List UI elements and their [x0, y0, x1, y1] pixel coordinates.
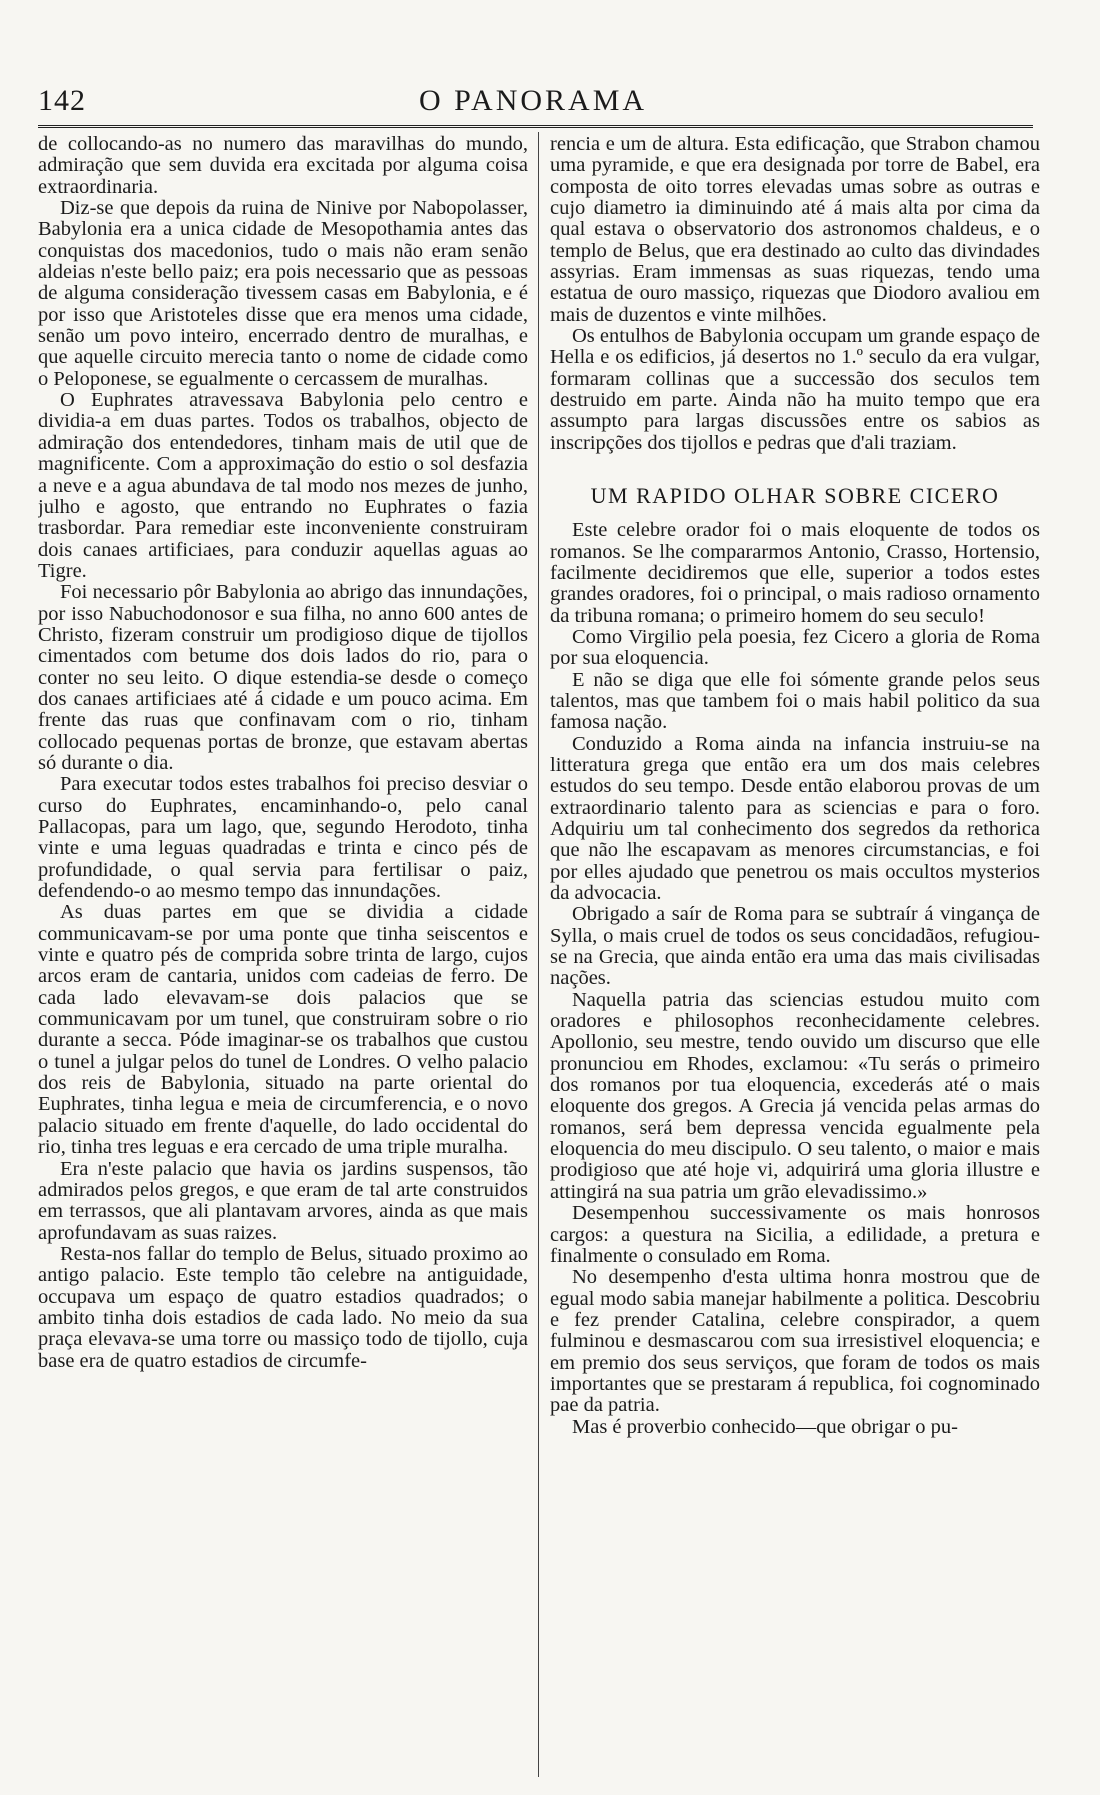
paragraph: O Euphrates atravessava Babylonia pelo centro e dividia-a em duas partes. Todos os trabalhos, objecto de admiração dos entendedores, tinham mais de util que de magnificente. Com a approximação do estio o sol desfazia a neve e a agua abundava de tal modo nos mezes de junho, julho e agosto, que entrando no Euphrates o fazia trasbordar. Para remediar este inconveniente construiram dois canaes artificiaes, para conduzir aquellas aguas ao Tigre. — [38, 389, 528, 582]
paragraph: Conduzido a Roma ainda na infancia instruiu-se na litteratura grega que então era um dos mais celebres estudos do seu tempo. Desde então elaborou provas de um extraordinario talento para as sciencias e para o foro. Adquiriu um tal conhecimento dos segredos da rethorica que não lhe escapavam as menores circumstancias, e foi por elles ajudado que penetrou os mais occultos mysterios da advocacia. — [550, 732, 1040, 904]
right-column — [550, 134, 1040, 1774]
paragraph: E não se diga que elle foi sómente grande pelos seus talentos, mas que tambem foi o mais habil politico da sua famosa nação. — [550, 668, 1040, 734]
paragraph: Como Virgilio pela poesia, fez Cicero a gloria de Roma por sua eloquencia. — [550, 625, 1040, 670]
paragraph: No desempenho d'esta ultima honra mostrou que de egual modo sabia manejar habilmente a politica. Descobriu e fez prender Catalina, celebre conspirador, a quem fulminou e desmascarou com sua irresistivel eloquencia; e em premio dos seus serviços, que foram de todos os mais importantes que se prestaram á republica, foi cognominado pae da patria. — [550, 1266, 1040, 1417]
paragraph: Obrigado a saír de Roma para se subtraír á vingança de Sylla, o mais cruel de todos os seus concidadãos, refugiou-se na Grecia, que ainda então era uma das mais civilisadas nações. — [550, 903, 1040, 990]
paragraph: Mas é proverbio conhecido—que obrigar o pu- — [572, 1415, 958, 1438]
paragraph: Diz-se que depois da ruina de Ninive por Nabopolasser, Babylonia era a unica cidade de Mesopothamia antes das conquistas dos macedonios, tudo o mais não eram senão aldeias n'este bello paiz; era pois necessario que as pessoas de alguma consideração tivessem casas em Babylonia, e é por isso que Aristoteles disse que era menos uma cidade, senão um povo inteiro, encerrado dentro de muralhas, e que aquelle circuito merecia tanto o nome de cidade como o Peloponese, se egualmente o cercassem de muralhas. — [38, 197, 528, 390]
paragraph: Era n'este palacio que havia os jardins suspensos, tão admirados pelos gregos, e que eram de tal arte construidos em terrassos, que ali plantavam arvores, ainda as que mais aprofundavam as suas raizes. — [38, 1157, 528, 1244]
paragraph: Naquella patria das sciencias estudou muito com oradores e philosophos reconhecidamente celebres. Apollonio, seu mestre, tendo ouvido um discurso que elle pronunciou em Rhodes, exclamou: «Tu serás o primeiro dos romanos por tua eloquencia, excederás até o mais eloquente dos gregos. A Grecia já vencida pelas armas do romanos, será bem depressa vencida egualmente pela eloquencia do meu discipulo. O seu talento, o maior e mais prodigioso que até hoje vi, adquirirá uma gloria illustre e attingirá na sua patria um grão elevadissimo.» — [550, 988, 1040, 1203]
page-header — [38, 84, 1028, 120]
paragraph: rencia e um de altura. Esta edificação, que Strabon chamou uma pyramide, e que era designada por torre de Babel, era composta de oito torres elevadas umas sobre as outras e cujo diametro ia diminuindo até á mais alta por cima da qual estava o observatorio dos astronomos chaldeus, e o templo de Belus, que era destinado ao culto das divindades assyrias. Eram immensas as suas riquezas, tendo uma estatua de ouro massiço, riquezas que Diodoro avaliou em mais de duzentos e vinte milhões. — [550, 134, 1040, 326]
paragraph: As duas partes em que se dividia a cidade communicavam-se por uma ponte que tinha seiscentos e vinte e quatro pés de comprida sobre trinta de largo, cujos arcos eram de cantaria, unidos com cadeias de ferro. De cada lado elevavam-se dois palacios que se communicavam por um tunel, que construiram sobre o rio durante a secca. Póde imaginar-se os trabalhos que custou o tunel a julgar pelos do tunel de Londres. O velho palacio dos reis de Babylonia, situado na parte oriental do Euphrates, tinha legua e meia de circumferencia, e o novo palacio situado em frente d'aquelle, do lado occidental do rio, tinha tres leguas e era cercado de uma triple muralha. — [38, 901, 528, 1159]
paragraph: Foi necessario pôr Babylonia ao abrigo das innundações, por isso Nabuchodonosor e sua filha, no anno 600 antes de Christo, fizeram construir um prodigioso dique de tijollos cimentados com betume dos dois lados do rio, para o conter no seu leito. O dique estendia-se desde o começo dos canaes artificiaes até á cidade e um pouco acima. Em frente das ruas que confinavam com o rio, tinham collocado pequenas portas de bronze, que estavam abertas só durante o dia. — [38, 581, 528, 774]
header-rule — [38, 125, 1033, 128]
paragraph: Os entulhos de Babylonia occupam um grande espaço de Hella e os edificios, já desertos no 1.º seculo da era vulgar, formaram collinas que a successão dos seculos tem destruido em parte. Ainda não ha muito tempo que era assumpto para largas discussões entre os sabios as inscripções dos tijollos e pedras que d'ali traziam. — [550, 325, 1040, 454]
paragraph: Para executar todos estes trabalhos foi preciso desviar o curso do Euphrates, encaminhando-o, pelo canal Pallacopas, para um lago, que, segundo Herodoto, tinha vinte e uma leguas quadradas e trinta e cinco pés de profundidade, o qual servia para fertilisar o paiz, defendendo-o ao mesmo tempo das innundações. — [38, 773, 528, 903]
paragraph: de collocando-as no numero das maravilhas do mundo, admiração que sem duvida era excitada por alguma coisa extraordinaria. — [38, 134, 528, 198]
paragraph: Desempenhou successivamente os mais honrosos cargos: a questura na Sicilia, a edilidade, a pretura e finalmente o consulado em Roma. — [550, 1202, 1040, 1267]
column-divider — [538, 132, 539, 1777]
section-title: UM RAPIDO OLHAR SOBRE CICERO — [590, 483, 1000, 509]
left-column — [38, 134, 528, 1774]
page-title: O PANORAMA — [418, 84, 648, 117]
paragraph: Este celebre orador foi o mais eloquente de todos os romanos. Se lhe compararmos Antonio, Crasso, Hortensio, facilmente decidiremos que elle, superior a todos estes grandes oradores, foi o principal, o mais radioso ornamento da tribuna romana; o primeiro homem do seu seculo! — [550, 519, 1040, 627]
paragraph: Resta-nos fallar do templo de Belus, situado proximo ao antigo palacio. Este templo tão celebre na antiguidade, occupava um espaço de quatro estadios quadrados; o ambito tinha dois estadios de cada lado. No meio da sua praça elevava-se uma torre ou massiço todo de tijollo, cuja base era de quatro estadios de circumfe- — [38, 1242, 528, 1372]
page-number: 142 — [38, 84, 86, 117]
